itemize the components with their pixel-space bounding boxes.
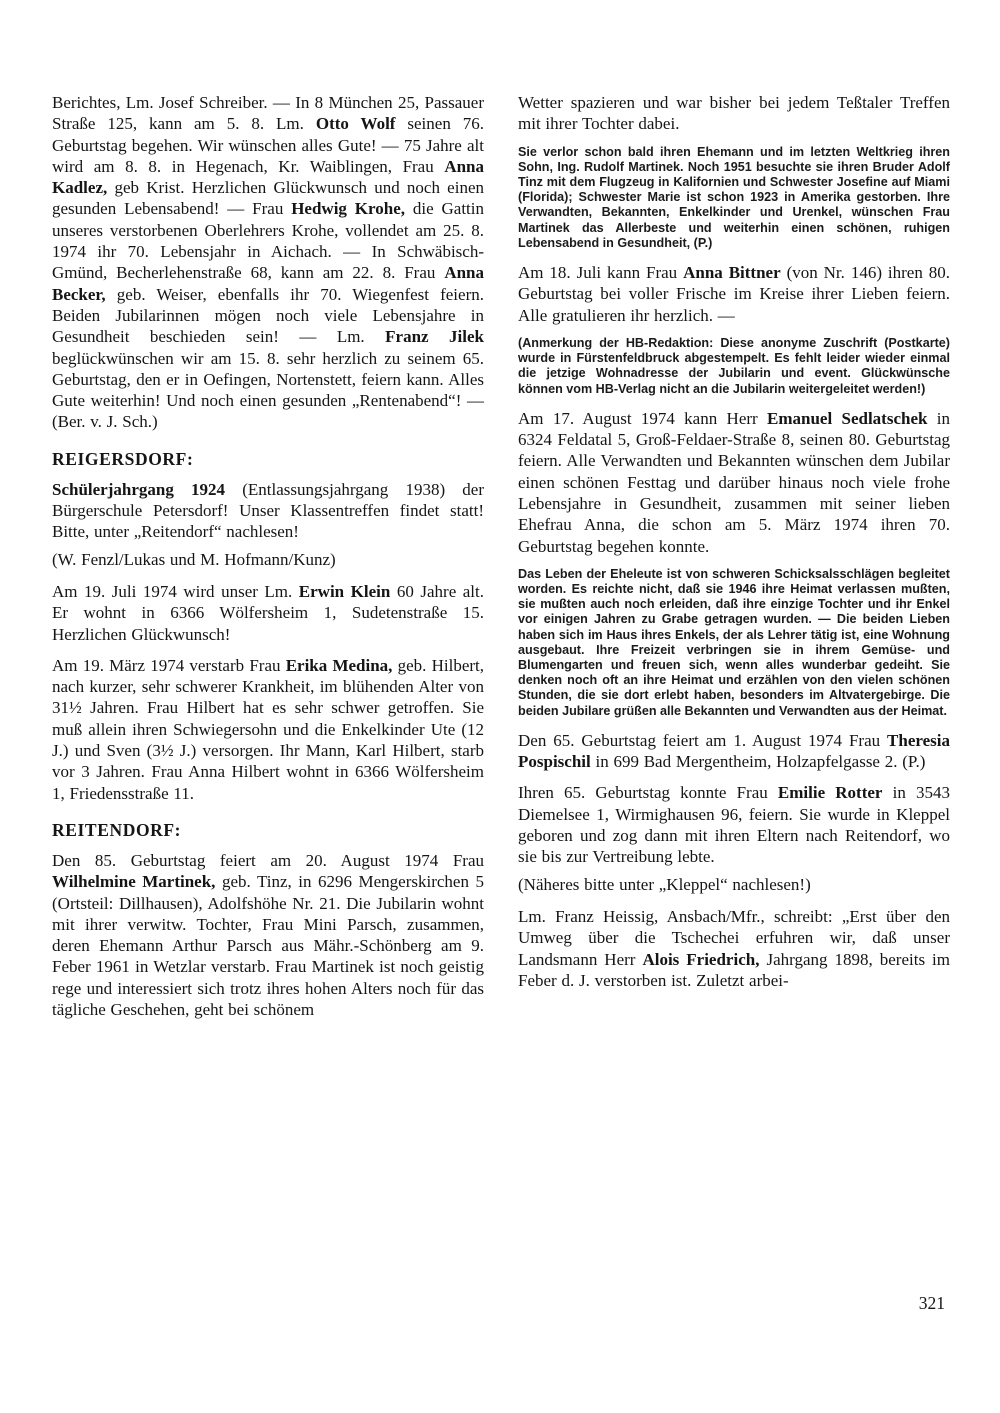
- paragraph-wilhelmine-martinek: Den 85. Geburtstag feiert am 20. August 1974 Frau Wilhelmine Martinek, geb. Tinz, in 6296 Mengerskirchen 5 (Ortsteil: Dillhausen), Adolfshöhe Nr. 21. Die Jubilarin wohnt mit ihrer verwitw. Tochter, Frau Mini Parsch, zusammen, deren Ehemann Arthur Parsch aus Mähr.-Schönberg am 9. Feber 1961 in Wetzlar verstarb. Frau Martinek ist noch geistig rege und interessiert sich trotz ihres hohen Alters noch für das tägliche Geschehen, geht bei schönem: [52, 850, 484, 1019]
- paragraph-emanuel-sedlatschek: Am 17. August 1974 kann Herr Emanuel Sedlatschek in 6324 Feldatal 5, Groß-Feldaer-Straße 8, seinen 80. Geburtstag feiern. Alle Verwandten und Bekannten wünschen dem Jubilar einen schönen Festtag und darüber hinaus noch viele frohe Lebensjahre in Gesundheit, zusammen mit seiner lieben Ehefrau Anna, die schon am 5. März 1974 ihren 70. Geburtstag begehen konnte.: [518, 408, 950, 556]
- paragraph-jubilare-continuation: Berichtes, Lm. Josef Schreiber. — In 8 München 25, Passauer Straße 125, kann am 5. 8. Lm. Otto Wolf seinen 76. Geburtstag begehen. Wir wünschen alles Gute! — 75 Jahre alt wird am 8. 8. in Hegenach, Kr. Waiblingen, Frau Anna Kadlez, geb Krist. Herzlichen Glückwunsch und noch einen gesunden Lebensabend! — Frau Hedwig Krohe, die Gattin unseres verstorbenen Oberlehrers Krohe, vollendet am 25. 8. 1974 ihr 70. Lebensjahr in Aichach. — In Schwäbisch-Gmünd, Becherlehenstraße 68, kann am 22. 8. Frau Anna Becker, geb. Weiser, ebenfalls ihr 70. Wiegenfest feiern. Beiden Jubilarinnen mögen noch viele Lebensjahre in Gesundheit beschieden sein! — Lm. Franz Jilek beglückwünschen wir am 15. 8. sehr herzlich zu seinem 65. Geburtstag, den er in Oefingen, Nortenstett, feiern kann. Alles Gute weiterhin! Und noch einen gesunden „Rentenabend“! — (Ber. v. J. Sch.): [52, 93, 485, 432]
- smallprint-redaktion-anmerkung: (Anmerkung der HB-Redaktion: Diese anonyme Zuschrift (Postkarte) wurde in Fürstenfeldbruck abgestempelt. Es fehlt leider wieder einmal die jetzige Wohnadresse der Jubilarin und event. Glückwünsche können vom HB-Verlag nicht an die Jubilarin weitergeleitet werden!): [518, 335, 950, 396]
- paragraph-kleppel-hinweis: (Näheres bitte unter „Kleppel“ nachlesen!): [518, 874, 811, 894]
- smallprint-eheleute-leben: Das Leben der Eheleute ist von schweren Schicksalsschlägen begleitet worden. Es reichte nicht, daß sie 1946 ihre Heimat verlassen mußten, sie mußten auch noch erleiden, daß ihre einzige Tochter und ihr Enkel vor einigen Jahren zu Grabe getragen wurden. — Die beiden Lieben haben sich im Haus ihres Enkels, der als Lehrer tätig ist, eine Wohnung ausgebaut. Ihre Freizeit verbringen sie in ihrem Gemüse- und Blumengarten und freuen sich, wenn alles wunderbar gedeiht. Sie denken noch oft an ihre Heimat und erzählen von den vielen schönen Stunden, die sie dort erlebt haben, besonders im Altvatergebirge. Die beiden Jubilare grüßen alle Bekannten und Verwandten aus der Heimat.: [518, 566, 950, 718]
- left-column: [52, 92, 484, 1030]
- two-column-layout: [52, 92, 950, 1030]
- right-column: [518, 92, 950, 1030]
- paragraph-schuelerjahrgang: Schülerjahrgang 1924 (Entlassungsjahrgang 1938) der Bürgerschule Petersdorf! Unser Klassentreffen findet statt! Bitte, unter „Reitendorf“ nachlesen!: [52, 479, 485, 542]
- page-number: 321: [918, 1293, 945, 1313]
- paragraph-erika-medina: Am 19. März 1974 verstarb Frau Erika Medina, geb. Hilbert, nach kurzer, sehr schwerer Krankheit, im blühenden Alter von 31½ Jahren. Frau Hilbert hat es sehr schwer getroffen. Sie muß allein ihren Schwiegersohn und die Enkelkinder Ute (12 J.) und Sven (3½ J.) versorgen. Ihr Mann, Karl Hilbert, starb vor 3 Jahren. Frau Anna Hilbert wohnt in 6366 Wölfersheim 1, Friedensstraße 11.: [52, 655, 485, 803]
- section-heading-reigersdorf: REIGERSDORF:: [52, 448, 194, 469]
- paragraph-emilie-rotter: Ihren 65. Geburtstag konnte Frau Emilie Rotter in 3543 Diemelsee 1, Wirmighausen 96, feiern. Sie wurde in Kleppel geboren und zog dann mit ihren Eltern nach Reitendorf, wo sie bis zur Vertreibung lebte.: [518, 783, 950, 867]
- paragraph-theresia-pospischil: Den 65. Geburtstag feiert am 1. August 1974 Frau Theresia Pospischil in 699 Bad Mergentheim, Holzapfelgasse 2. (P.): [518, 730, 950, 772]
- smallprint-martinek-family: Sie verlor schon bald ihren Ehemann und im letzten Weltkrieg ihren Sohn, Ing. Rudolf Martinek. Noch 1951 besuchte sie ihren Bruder Adolf Tinz mit dem Flugzeug in Kalifornien und Schwester Josefine auf Miami (Florida); Schwester Marie ist schon 1923 in Amerika gestorben. Ihre Verwandten, Bekannten, Enkelkinder und Urenkel, wünschen Frau Martinek das Allerbeste und weiterhin einen schönen, ruhigen Lebensabend in Gesundheit, (P.): [518, 144, 950, 250]
- paragraph-anna-bittner: Am 18. Juli kann Frau Anna Bittner (von Nr. 146) ihren 80. Geburtstag bei voller Frische im Kreise ihrer Lieben feiern. Alle gratulieren ihr herzlich. —: [518, 263, 950, 325]
- section-heading-reitendorf: REITENDORF:: [52, 819, 182, 840]
- paragraph-franz-heissig: Lm. Franz Heissig, Ansbach/Mfr., schreibt: „Erst über den Umweg über die Tschechei erfuhren wir, daß unser Landsmann Herr Alois Friedrich, Jahrgang 1898, bereits im Feber d. J. verstorben ist. Zuletzt arbei-: [518, 906, 951, 990]
- paragraph-signature-line: (W. Fenzl/Lukas und M. Hofmann/Kunz): [52, 549, 336, 569]
- paragraph-martinek-continuation: Wetter spazieren und war bisher bei jedem Teßtaler Treffen mit ihrer Tochter dabei.: [518, 93, 950, 134]
- paragraph-erwin-klein: Am 19. Juli 1974 wird unser Lm. Erwin Klein 60 Jahre alt. Er wohnt in 6366 Wölfersheim 1, Sudetenstraße 15. Herzlichen Glückwunsch!: [52, 581, 484, 644]
